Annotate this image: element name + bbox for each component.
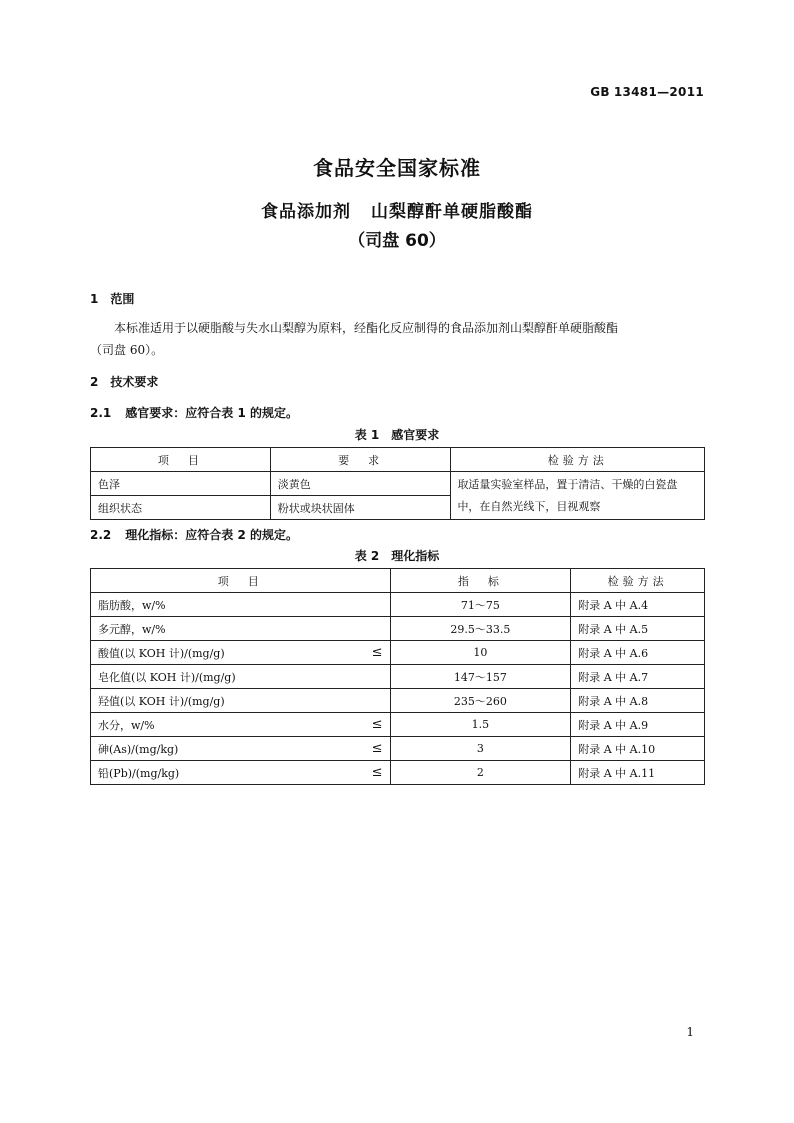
item-label: 脂肪酸，w/% — [98, 598, 166, 612]
section-1-heading — [90, 290, 134, 307]
table-2-body — [91, 593, 705, 785]
item-cell — [91, 641, 391, 665]
method-cell: 附录 A 中 A.7 — [571, 665, 705, 689]
header-cell: 项 目 — [91, 569, 391, 593]
subtitle-alias: （司盘 60） — [348, 231, 446, 251]
section-title: 技术要求 — [110, 375, 159, 389]
table-row — [91, 472, 705, 496]
header-cell: 要 求 — [270, 448, 451, 472]
table-row — [91, 641, 705, 665]
value-cell: 10 — [390, 641, 571, 665]
value-cell: 29.5～33.5 — [390, 617, 571, 641]
header-cell: 检验方法 — [451, 448, 705, 472]
section-number: 2 — [90, 375, 99, 389]
less-or-equal-symbol: ≤ — [371, 764, 383, 780]
item-cell — [91, 665, 391, 689]
subtitle-category: 食品添加剂 — [261, 202, 351, 222]
body-line: 本标准适用于以硬脂酸与失水山梨醇为原料，经酯化反应制得的食品添加剂山梨醇酐单硬脂酸酯 — [114, 321, 619, 335]
section-title: 感官要求：应符合表 1 的规定。 — [125, 406, 298, 420]
section-2-heading — [90, 373, 158, 390]
requirement-cell: 粉状或块状固体 — [270, 496, 451, 520]
header-cell: 项 目 — [91, 448, 271, 472]
less-or-equal-symbol: ≤ — [371, 644, 383, 660]
table-2-physicochemical — [90, 568, 705, 785]
standard-prefix: GB — [590, 85, 610, 99]
subtitle-substance: 山梨醇酐单硬脂酸酯 — [371, 202, 533, 222]
header-cell: 检验方法 — [571, 569, 705, 593]
item-label: 酸值(以 KOH 计)/(mg/g) — [98, 646, 225, 660]
standard-number: 13481—2011 — [613, 85, 704, 99]
method-cell: 附录 A 中 A.5 — [571, 617, 705, 641]
item-cell: 组织状态 — [91, 496, 271, 520]
value-cell: 3 — [390, 737, 571, 761]
item-cell — [91, 689, 391, 713]
method-cell: 附录 A 中 A.4 — [571, 593, 705, 617]
table-row — [91, 737, 705, 761]
document-subtitle — [0, 197, 794, 222]
method-cell: 附录 A 中 A.9 — [571, 713, 705, 737]
method-cell: 附录 A 中 A.8 — [571, 689, 705, 713]
header-cell: 指 标 — [390, 569, 571, 593]
table-1-caption: 表 1 感官要求 — [354, 428, 440, 442]
item-cell — [91, 737, 391, 761]
table-row — [91, 713, 705, 737]
value-cell: 147～157 — [390, 665, 571, 689]
section-2-2-heading — [90, 526, 298, 543]
table-row — [91, 665, 705, 689]
less-or-equal-symbol: ≤ — [371, 716, 383, 732]
less-or-equal-symbol: ≤ — [371, 740, 383, 756]
method-cell: 取适量实验室样品，置于清洁、干燥的白瓷盘中，在自然光线下，目视观察 — [451, 472, 705, 520]
section-number: 2.2 — [90, 528, 112, 542]
document-title: 食品安全国家标准 — [313, 156, 481, 180]
item-cell: 色泽 — [91, 472, 271, 496]
table-row — [91, 593, 705, 617]
section-1-body — [90, 317, 706, 361]
item-label: 皂化值(以 KOH 计)/(mg/g) — [98, 670, 236, 684]
table-row — [91, 617, 705, 641]
value-cell: 2 — [390, 761, 571, 785]
value-cell: 235～260 — [390, 689, 571, 713]
section-number: 1 — [90, 292, 99, 306]
item-cell — [91, 761, 391, 785]
section-number: 2.1 — [90, 406, 112, 420]
method-cell: 附录 A 中 A.10 — [571, 737, 705, 761]
page-number: 1 — [686, 1025, 694, 1039]
item-label: 羟值(以 KOH 计)/(mg/g) — [98, 694, 225, 708]
item-cell — [91, 617, 391, 641]
item-label: 砷(As)/(mg/kg) — [98, 742, 179, 756]
body-line: （司盘 60）。 — [90, 343, 164, 357]
table-row — [91, 689, 705, 713]
table-header-row — [91, 448, 705, 472]
method-cell: 附录 A 中 A.11 — [571, 761, 705, 785]
value-cell: 71～75 — [390, 593, 571, 617]
section-title: 理化指标：应符合表 2 的规定。 — [125, 528, 298, 542]
table-1-sensory — [90, 447, 705, 520]
table-row — [91, 761, 705, 785]
item-cell — [91, 713, 391, 737]
section-title: 范围 — [110, 292, 135, 306]
item-label: 铅(Pb)/(mg/kg) — [98, 766, 180, 780]
item-cell — [91, 593, 391, 617]
table-header-row — [91, 569, 705, 593]
method-cell: 附录 A 中 A.6 — [571, 641, 705, 665]
value-cell: 1.5 — [390, 713, 571, 737]
table-2-caption: 表 2 理化指标 — [354, 549, 440, 563]
item-label: 多元醇，w/% — [98, 622, 166, 636]
requirement-cell: 淡黄色 — [270, 472, 451, 496]
item-label: 水分，w/% — [98, 718, 155, 732]
standard-code — [590, 85, 704, 99]
section-2-1-heading — [90, 404, 298, 421]
